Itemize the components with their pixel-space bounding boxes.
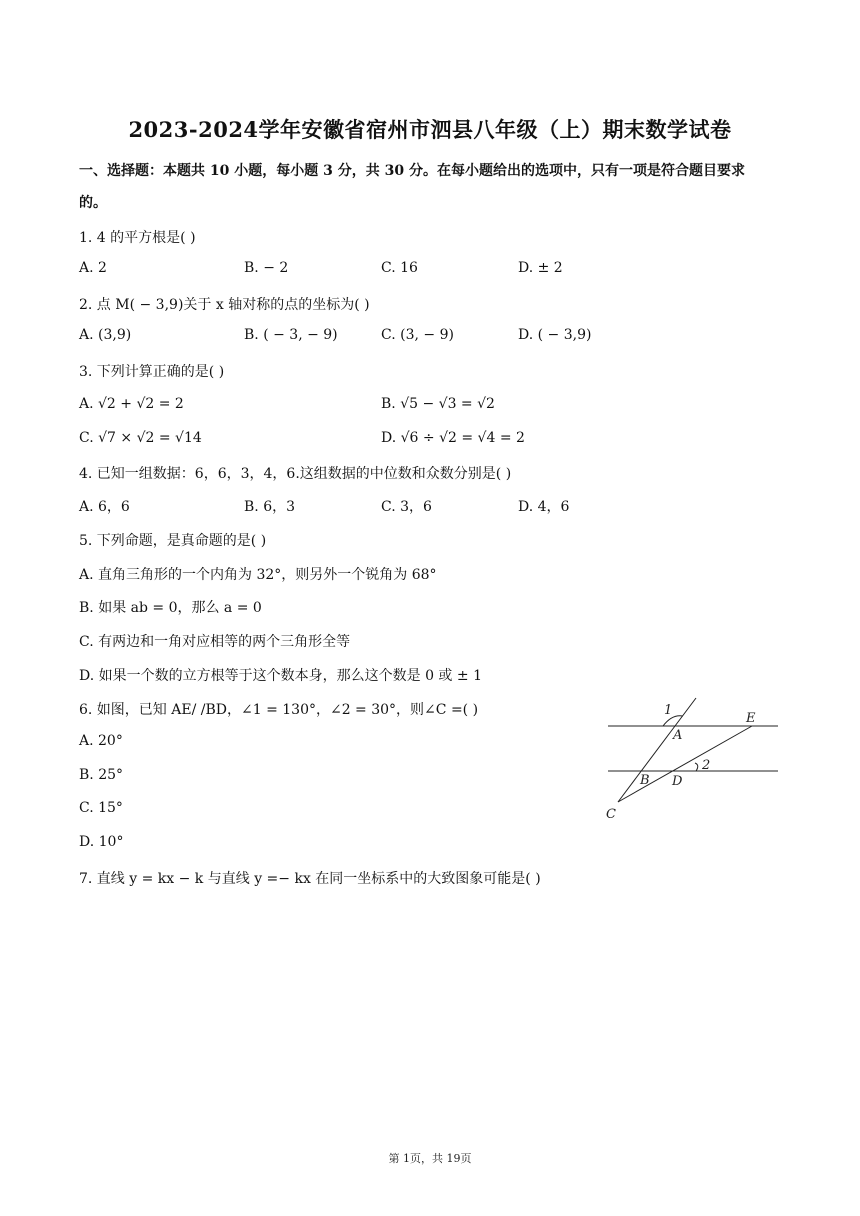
label-b: B xyxy=(640,773,650,788)
q4-option-d: D. 4，6 xyxy=(518,499,570,515)
q1-option-a: A. 2 xyxy=(79,260,107,276)
q2-option-d: D. ( − 3,9) xyxy=(518,327,592,343)
q4-option-a: A. 6，6 xyxy=(79,499,130,515)
question-1-stem: 1. 4 的平方根是( ) xyxy=(79,230,196,246)
label-d: D xyxy=(672,774,683,789)
transversal-ac xyxy=(618,698,696,802)
question-7-stem: 7. 直线 y = kx − k 与直线 y =− kx 在同一坐标系中的大致图象可能是( ) xyxy=(79,871,541,887)
q2-option-b: B. ( − 3, − 9) xyxy=(244,327,338,343)
label-c: C xyxy=(606,807,616,822)
geometry-figure xyxy=(606,694,782,824)
angle-2-arc xyxy=(695,763,698,771)
q6-option-c: C. 15° xyxy=(79,800,123,816)
transversal-ec xyxy=(618,726,752,802)
q5-option-a: A. 直角三角形的一个内角为 32°，则另外一个锐角为 68° xyxy=(79,567,437,583)
page-footer: 第 1页，共 19页 xyxy=(388,1152,472,1165)
q1-option-b: B. − 2 xyxy=(244,260,289,276)
page-title: 2023-2024学年安徽省宿州市泗县八年级（上）期末数学试卷 xyxy=(128,117,732,142)
q5-option-d: D. 如果一个数的立方根等于这个数本身，那么这个数是 0 或 ± 1 xyxy=(79,668,482,684)
q5-option-b: B. 如果 ab = 0，那么 a = 0 xyxy=(79,600,262,616)
q4-option-c: C. 3，6 xyxy=(381,499,432,515)
label-1: 1 xyxy=(664,703,673,718)
question-2-stem: 2. 点 M( − 3,9)关于 x 轴对称的点的坐标为( ) xyxy=(79,297,370,313)
question-5-stem: 5. 下列命题，是真命题的是( ) xyxy=(79,533,267,549)
q6-option-a: A. 20° xyxy=(79,733,123,749)
label-a: A xyxy=(673,728,683,743)
q1-option-d: D. ± 2 xyxy=(518,260,563,276)
section-heading-cont: 的。 xyxy=(79,195,107,211)
question-4-stem: 4. 已知一组数据：6，6，3，4，6.这组数据的中位数和众数分别是( ) xyxy=(79,466,512,482)
label-2: 2 xyxy=(702,758,711,773)
q3-option-b: B. √5 − √3 = √2 xyxy=(381,396,495,412)
q3-option-d: D. √6 ÷ √2 = √4 = 2 xyxy=(381,430,525,446)
q2-option-c: C. (3, − 9) xyxy=(381,327,454,343)
q5-option-c: C. 有两边和一角对应相等的两个三角形全等 xyxy=(79,634,351,650)
q3-option-c: C. √7 × √2 = √14 xyxy=(79,430,202,446)
q6-option-b: B. 25° xyxy=(79,767,124,783)
question-3-stem: 3. 下列计算正确的是( ) xyxy=(79,364,225,380)
q1-option-c: C. 16 xyxy=(381,260,418,276)
q4-option-b: B. 6，3 xyxy=(244,499,296,515)
q6-option-d: D. 10° xyxy=(79,834,124,850)
question-6-stem: 6. 如图，已知 AE/ /BD，∠1 = 130°，∠2 = 30°，则∠C =( ) xyxy=(79,702,479,718)
section-heading: 一、选择题：本题共 10 小题，每小题 3 分，共 30 分。在每小题给出的选项中，只有一项是符合题目要求 xyxy=(79,163,745,179)
q3-option-a: A. √2 + √2 = 2 xyxy=(79,396,184,412)
label-e: E xyxy=(746,711,756,726)
q2-option-a: A. (3,9) xyxy=(79,327,132,343)
